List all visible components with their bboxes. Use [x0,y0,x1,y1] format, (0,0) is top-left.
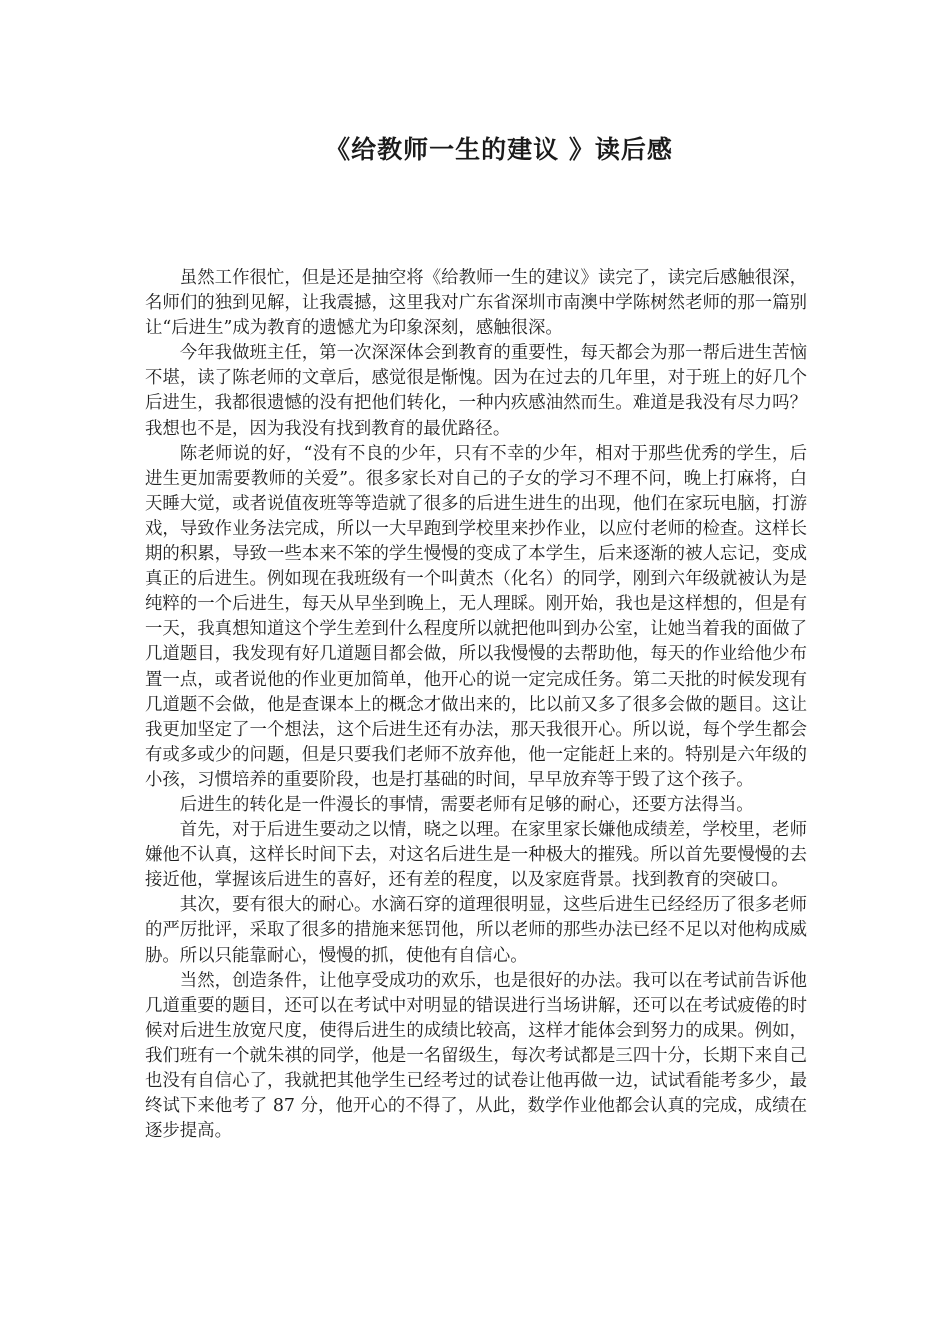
paragraph: 其次，要有很大的耐心。水滴石穿的道理很明显，这些后进生已经经历了很多老师的严厉批评，采取了很多的措施来惩罚他，所以老师的那些办法已经不足以对他构成威胁。所以只能靠耐心，慢慢的抓，使他有自信心。 [145,895,807,966]
document-body [145,266,807,1144]
paragraph: 当然，创造条件，让他享受成功的欢乐，也是很好的办法。我可以在考试前告诉他几道重要的题目，还可以在考试中对明显的错误进行当场讲解，还可以在考试疲倦的时候对后进生放宽尺度，使得后进生的成绩比较高，这样才能体会到努力的成果。例如，我们班有一个就朱祺的同学，他是一名留级生，每次考试都是三四十分，长期下来自己也没有自信心了，我就把其他学生已经考过的试卷让他再做一边，试试看能考多少，最终试下来他考了 87 分，他开心的不得了，从此，数学作业他都会认真的完成，成绩在逐步提高。 [145,970,807,1142]
paragraph: 陈老师说的好，“没有不良的少年，只有不幸的少年，相对于那些优秀的学生，后进生更加需要教师的关爱”。很多家长对自己的子女的学习不理不问，晚上打麻将，白天睡大觉，或者说值夜班等等造就了很多的后进生进生的出现，他们在家玩电脑，打游戏，导致作业务法完成，所以一大早跑到学校里来抄作业，以应付老师的检查。这样长期的积累，导致一些本来不笨的学生慢慢的变成了本学生，后来逐渐的被人忘记，变成真正的后进生。例如现在我班级有一个叫黄杰（化名）的同学，刚到六年级就被认为是纯粹的一个后进生，每天从早坐到晚上，无人理睬。刚开始，我也是这样想的，但是有一天，我真想知道这个学生差到什么程度所以就把他叫到办公室，让她当着我的面做了几道题目，我发现有好几道题目都会做，所以我慢慢的去帮助他，每天的作业给他少布置一点，或者说他的作业更加简单，他开心的说一定完成任务。第二天批的时候发现有几道题不会做，他是查课本上的概念才做出来的，比以前又多了很多会做的题目。这让我更加坚定了一个想法，这个后进生还有办法，那天我很开心。所以说，每个学生都会有或多或少的问题，但是只要我们老师不放弃他，他一定能赶上来的。特别是六年级的小孩，习惯培养的重要阶段，也是打基础的时间，早早放弃等于毁了这个孩子。 [145,443,807,790]
paragraph: 今年我做班主任，第一次深深体会到教育的重要性，每天都会为那一帮后进生苦恼不堪，读了陈老师的文章后，感觉很是惭愧。因为在过去的几年里，对于班上的好几个后进生，我都很遗憾的没有把他们转化，一种内疚感油然而生。难道是我没有尽力吗？我想也不是，因为我没有找到教育的最优路径。 [145,343,807,439]
paragraph: 首先，对于后进生要动之以情，晓之以理。在家里家长嫌他成绩差，学校里，老师嫌他不认真，这样长时间下去，对这名后进生是一种极大的摧残。所以首先要慢慢的去接近他，掌握该后进生的喜好，还有差的程度，以及家庭背景。找到教育的突破口。 [145,820,807,891]
paragraph: 后进生的转化是一件漫长的事情，需要老师有足够的耐心，还要方法得当。 [179,794,754,815]
document-title: 《给教师一生的建议 》读后感 [325,135,673,164]
paragraph: 虽然工作很忙，但是还是抽空将《给教师一生的建议》读完了，读完后感触很深，名师们的独到见解，让我震撼，这里我对广东省深圳市南澳中学陈树然老师的那一篇别让“后进生”成为教育的遗憾尤为印象深刻，感触很深。 [145,268,807,339]
